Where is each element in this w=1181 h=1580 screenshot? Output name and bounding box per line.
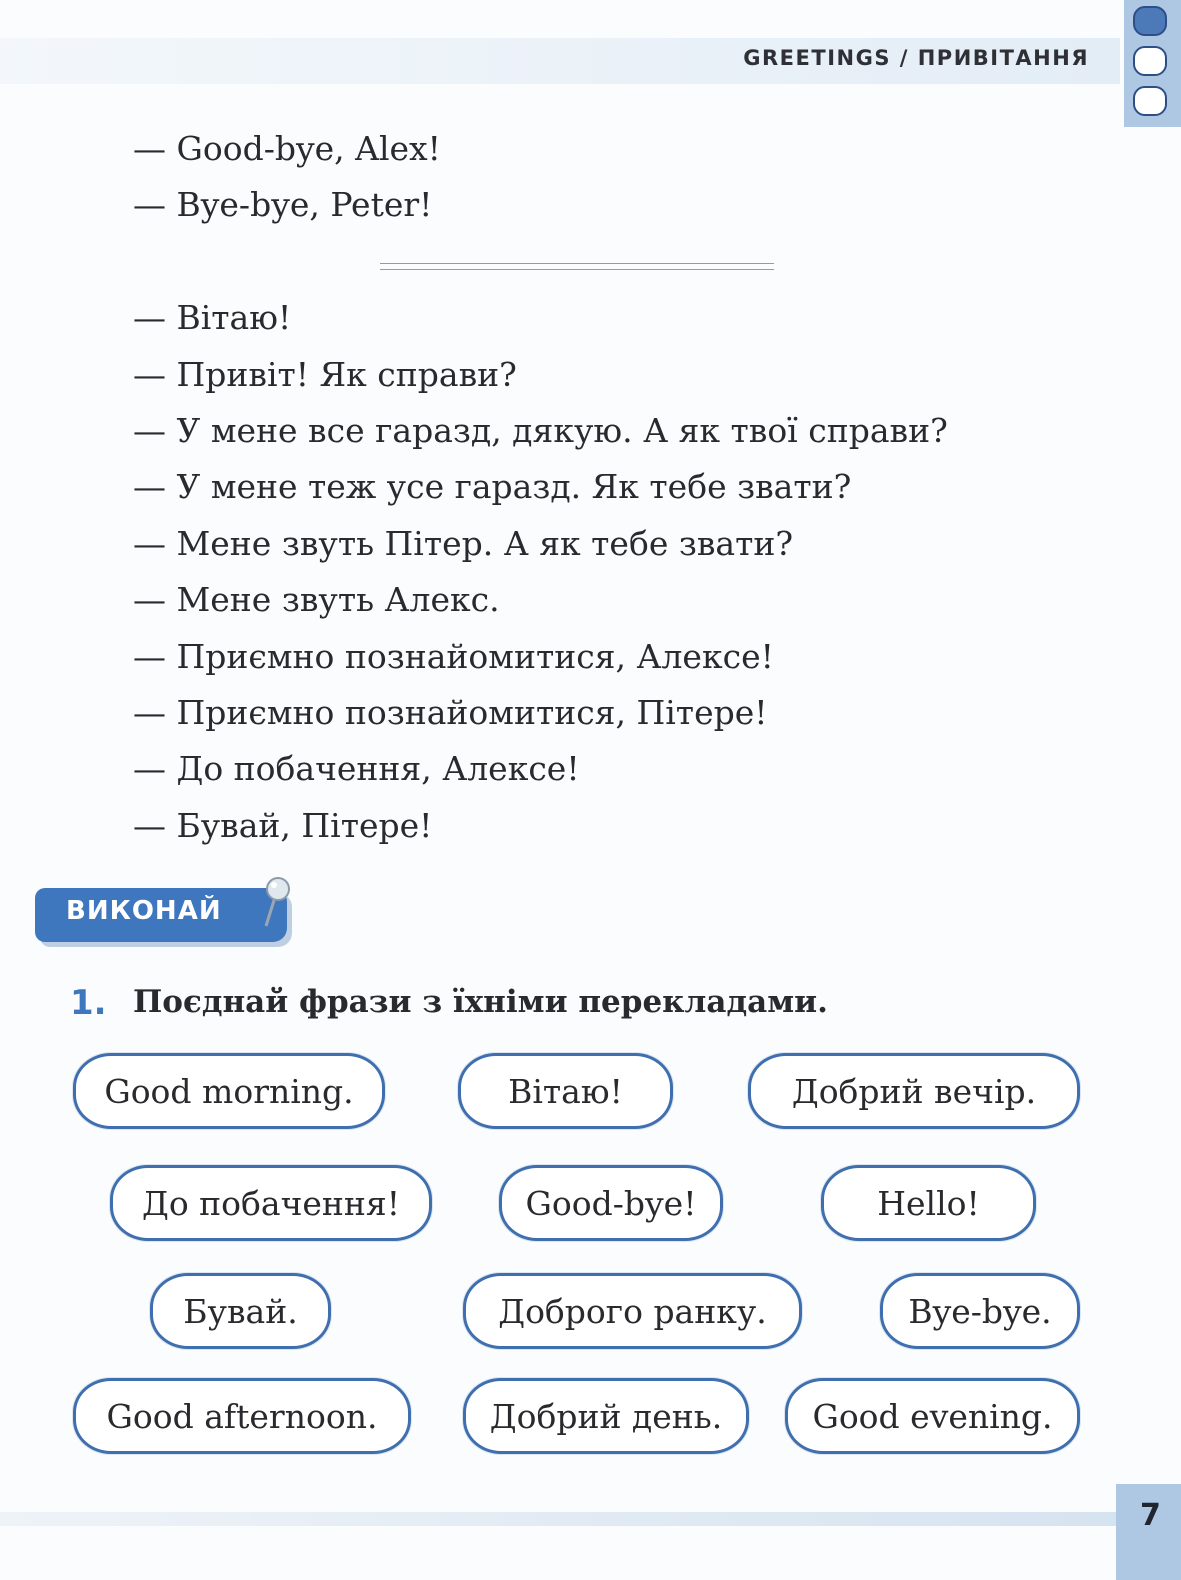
progress-dot-empty-icon (1133, 86, 1167, 116)
dialogue-line: — До побачення, Алексе! (133, 749, 580, 788)
phrase-cloud[interactable]: Good afternoon. (73, 1378, 411, 1454)
dialogue-line: — У мене все гаразд, дякую. А як твої справи? (133, 411, 948, 450)
phrase-cloud[interactable]: Вітаю! (458, 1053, 673, 1129)
phrase-cloud[interactable]: До побачення! (110, 1165, 432, 1241)
dialogue-line: — У мене теж усе гаразд. Як тебе звати? (133, 467, 852, 506)
dialogue-line: — Бувай, Пітере! (133, 806, 433, 845)
task-instruction: Поєднай фрази з їхніми перекладами. (133, 984, 828, 1020)
progress-dot-filled-icon (1133, 6, 1167, 36)
divider (380, 263, 774, 270)
phrase-cloud[interactable]: Good-bye! (499, 1165, 723, 1241)
task-number: 1. (70, 983, 107, 1023)
phrase-cloud[interactable]: Good morning. (73, 1053, 385, 1129)
pin-icon (258, 876, 292, 930)
phrase-cloud[interactable]: Hello! (821, 1165, 1036, 1241)
phrase-cloud[interactable]: Добрий день. (463, 1378, 749, 1454)
page-number: 7 (1140, 1498, 1161, 1533)
footer-band (0, 1512, 1120, 1526)
dialogue-line: — Привіт! Як справи? (133, 355, 517, 394)
phrase-cloud[interactable]: Бувай. (150, 1273, 331, 1349)
phrase-cloud[interactable]: Доброго ранку. (463, 1273, 802, 1349)
dialogue-line: — Приємно познайомитися, Алексе! (133, 637, 774, 676)
dialogue-line: — Мене звуть Пітер. А як тебе звати? (133, 524, 794, 563)
phrase-cloud[interactable]: Добрий вечір. (748, 1053, 1080, 1129)
dialogue-line: — Вітаю! (133, 298, 292, 337)
progress-dot-empty-icon (1133, 46, 1167, 76)
page-title: GREETINGS / ПРИВІТАННЯ (743, 46, 1089, 70)
dialogue-line: — Good-bye, Alex! (133, 129, 441, 168)
dialogue-line: — Bye-bye, Peter! (133, 185, 433, 224)
dialogue-line: — Приємно познайомитися, Пітере! (133, 693, 768, 732)
dialogue-line: — Мене звуть Алекс. (133, 580, 500, 619)
phrase-cloud[interactable]: Bye-bye. (880, 1273, 1080, 1349)
phrase-cloud[interactable]: Good evening. (785, 1378, 1080, 1454)
task-badge-label: ВИКОНАЙ (66, 896, 222, 926)
